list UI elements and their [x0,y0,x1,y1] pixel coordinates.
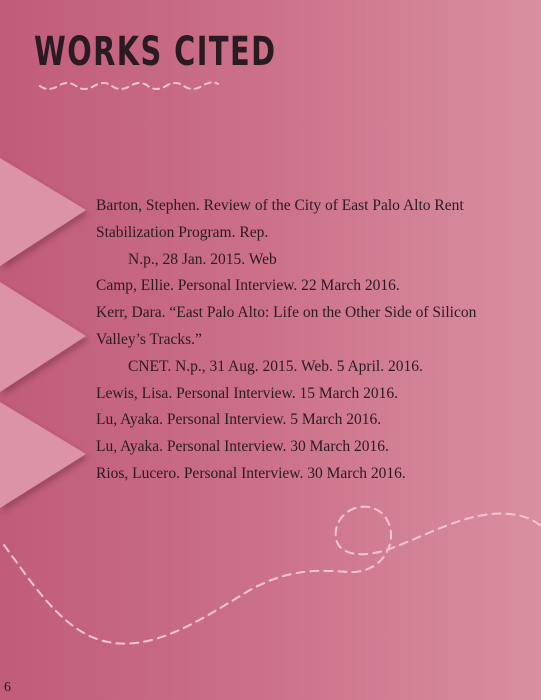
page-title: WORKS CITED [34,29,277,75]
triangle-marker-icon [0,158,86,266]
reference-line: Kerr, Dara. “East Palo Alto: Life on the Other Side of Silicon [96,304,477,322]
reference-line: Valley’s Tracks.” [96,330,202,348]
works-cited-list [96,193,526,488]
reference-line: Lewis, Lisa. Personal Interview. 15 March 2016. [96,384,399,402]
reference-line: Rios, Lucero. Personal Interview. 30 March 2016. [96,464,406,482]
title-underline-icon [40,82,218,89]
reference-line: CNET. N.p., 31 Aug. 2015. Web. 5 April. 2016. [128,357,423,375]
reference-line: Lu, Ayaka. Personal Interview. 30 March 2016. [96,438,389,456]
triangle-marker-icon [0,282,86,392]
reference-line: Lu, Ayaka. Personal Interview. 5 March 2016. [96,411,382,429]
reference-line: Camp, Ellie. Personal Interview. 22 March 2016. [96,277,400,295]
triangle-marker-icon [0,402,86,508]
page-number: 6 [4,680,11,695]
reference-line: Stabilization Program. Rep. [96,223,269,241]
reference-line: N.p., 28 Jan. 2015. Web [128,250,277,268]
dashed-wave-icon [4,507,541,644]
reference-line: Barton, Stephen. Review of the City of East Palo Alto Rent [96,197,464,214]
